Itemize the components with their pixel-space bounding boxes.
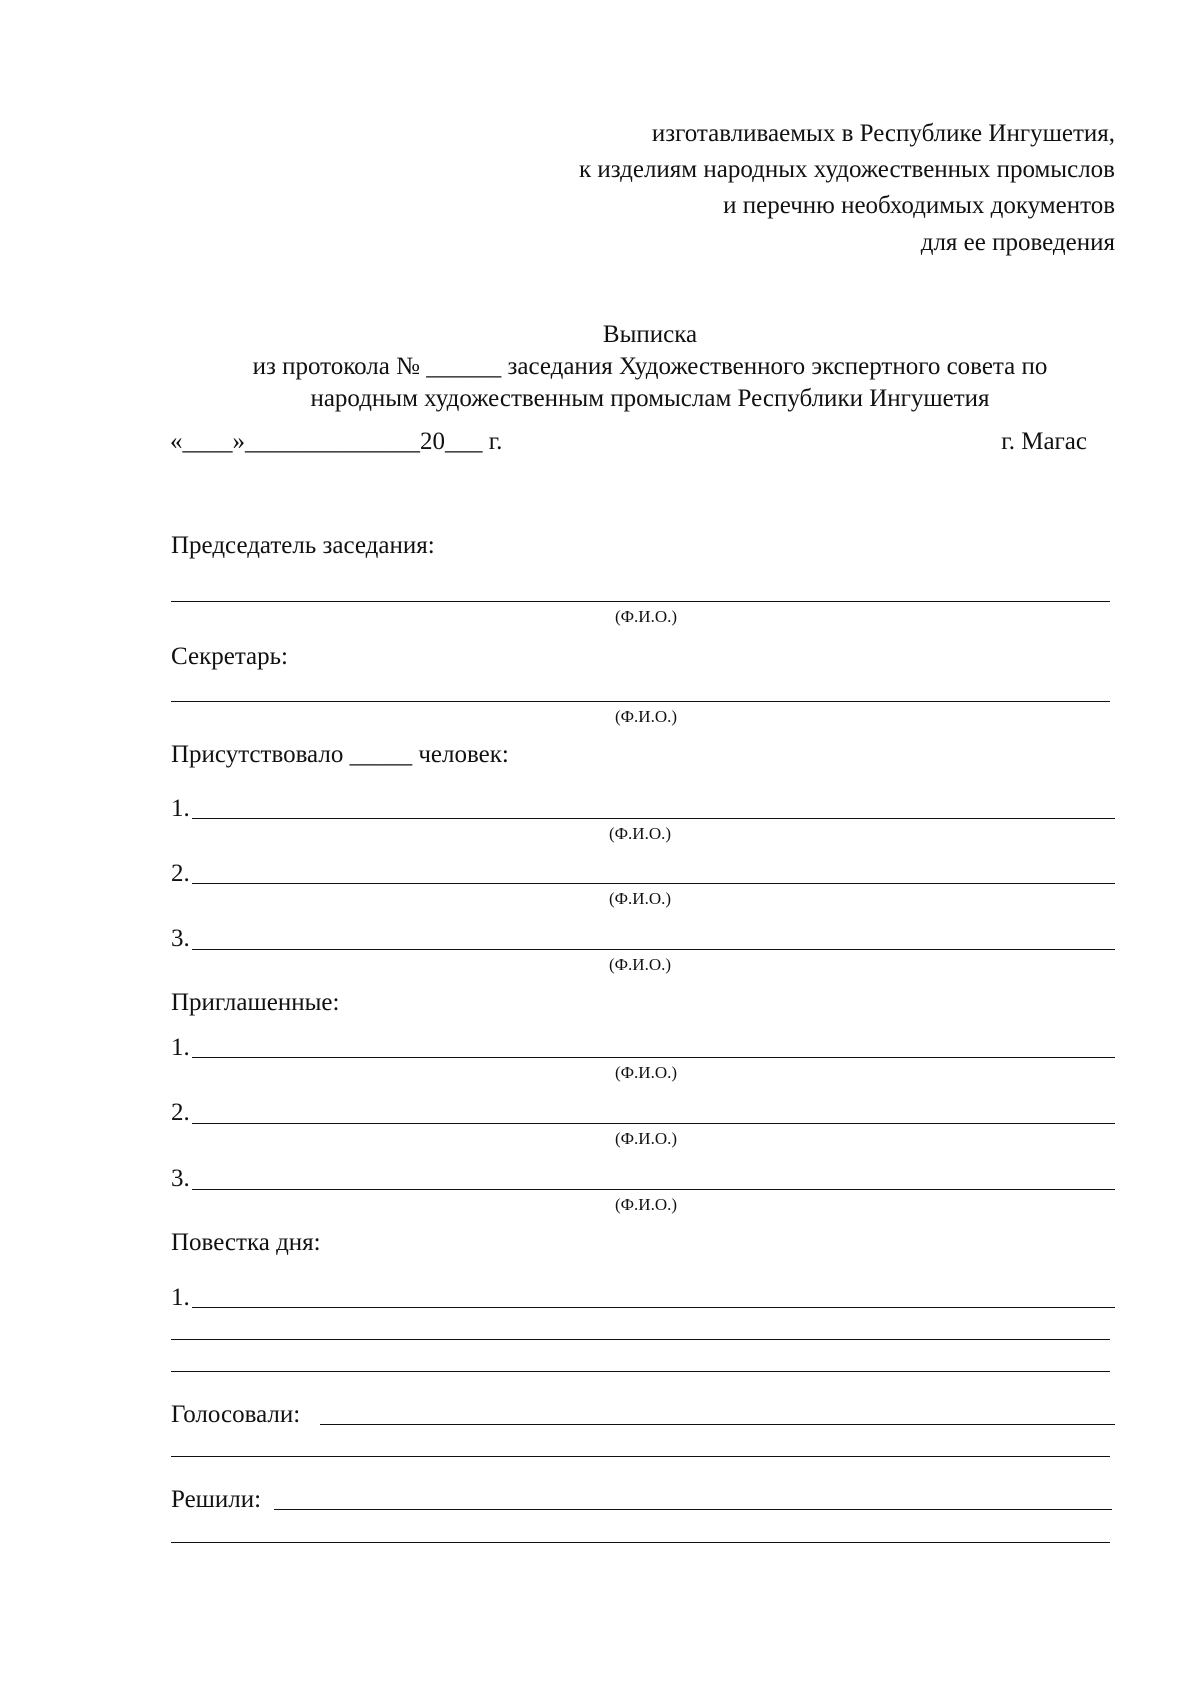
header-line-4: для ее проведения bbox=[920, 229, 1115, 256]
invited-number-1: 1. bbox=[171, 1034, 190, 1061]
agenda-line-2 bbox=[171, 1339, 1110, 1340]
decided-line-1 bbox=[274, 1509, 1112, 1510]
agenda-label: Повестка дня: bbox=[171, 1229, 321, 1256]
invited-line-2 bbox=[192, 1123, 1115, 1124]
invited-number-2: 2. bbox=[171, 1099, 190, 1126]
secretary-label: Секретарь: bbox=[171, 643, 288, 670]
date-field: «____»______________20___ г. bbox=[170, 428, 503, 455]
present-caption-1: (Ф.И.О.) bbox=[608, 824, 672, 843]
secretary-name-caption: (Ф.И.О.) bbox=[614, 707, 678, 726]
invited-line-3 bbox=[192, 1189, 1115, 1190]
present-caption-3: (Ф.И.О.) bbox=[608, 955, 672, 974]
header-line-1: изготавливаемых в Республике Ингушетия, bbox=[651, 120, 1115, 147]
present-number-3: 3. bbox=[171, 925, 190, 952]
voted-line-2 bbox=[171, 1456, 1110, 1457]
decided-label: Решили: bbox=[171, 1486, 262, 1513]
invited-caption-3: (Ф.И.О.) bbox=[614, 1195, 678, 1214]
present-number-1: 1. bbox=[171, 795, 190, 822]
invited-caption-1: (Ф.И.О.) bbox=[614, 1063, 678, 1082]
agenda-number-1: 1. bbox=[171, 1284, 190, 1311]
voted-line-1 bbox=[320, 1424, 1115, 1425]
header-line-3: и перечню необходимых документов bbox=[723, 192, 1115, 219]
invited-caption-2: (Ф.И.О.) bbox=[614, 1129, 678, 1148]
document-subtitle-line-1: из протокола № ______ заседания Художественного экспертного совета по bbox=[252, 353, 1048, 380]
document-subtitle-line-2: народным художественным промыслам Республики Ингушетия bbox=[310, 385, 990, 412]
header-line-2: к изделиям народных художественных промыслов bbox=[578, 156, 1115, 183]
voted-label: Голосовали: bbox=[171, 1401, 301, 1428]
chair-name-caption: (Ф.И.О.) bbox=[614, 607, 678, 626]
secretary-name-line bbox=[171, 701, 1110, 702]
agenda-line-3 bbox=[171, 1371, 1110, 1372]
present-caption-2: (Ф.И.О.) bbox=[608, 889, 672, 908]
present-line-3 bbox=[192, 949, 1115, 950]
chair-label: Председатель заседания: bbox=[171, 532, 435, 559]
chair-name-line bbox=[171, 601, 1110, 602]
decided-line-2 bbox=[171, 1542, 1110, 1543]
present-label: Присутствовало _____ человек: bbox=[171, 741, 509, 768]
city-label: г. Магас bbox=[1001, 428, 1087, 455]
present-number-2: 2. bbox=[171, 860, 190, 887]
present-line-2 bbox=[192, 883, 1115, 884]
invited-number-3: 3. bbox=[171, 1165, 190, 1192]
invited-line-1 bbox=[192, 1057, 1115, 1058]
agenda-line-1 bbox=[192, 1307, 1115, 1308]
invited-label: Приглашенные: bbox=[171, 989, 340, 1016]
present-line-1 bbox=[192, 818, 1115, 819]
document-title: Выписка bbox=[602, 321, 698, 348]
